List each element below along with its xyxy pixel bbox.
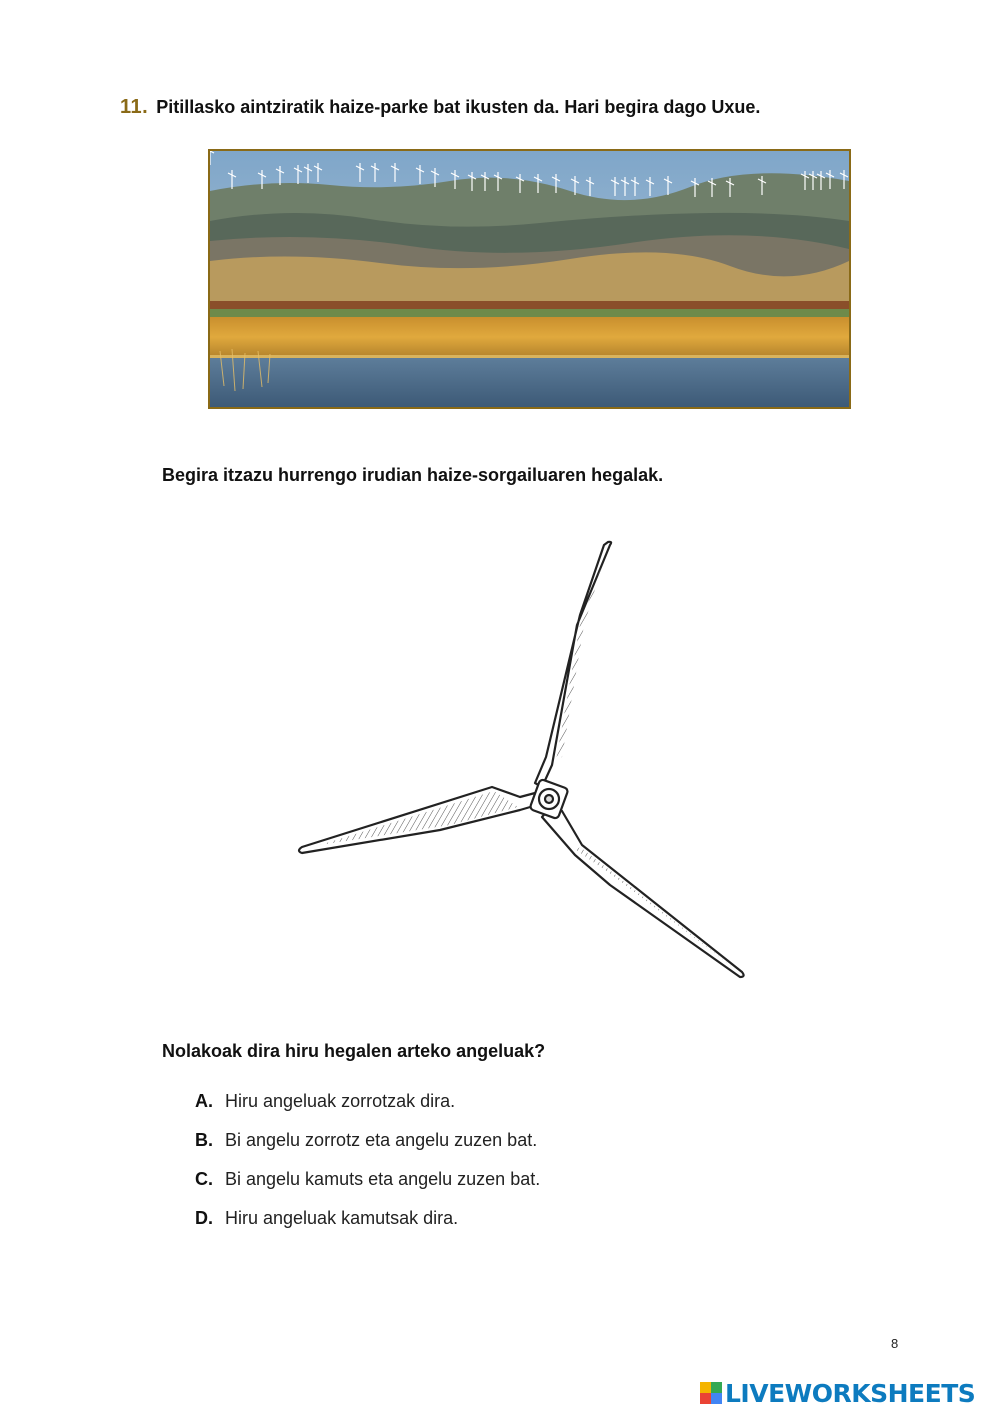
wind-farm-photo — [208, 149, 851, 409]
option-b[interactable] — [195, 1130, 895, 1169]
turbine-rotor-illustration — [280, 525, 770, 995]
option-text: Bi angelu zorrotz eta angelu zuzen bat. — [225, 1130, 538, 1150]
option-letter: D. — [195, 1208, 213, 1228]
page-number: 8 — [891, 1336, 899, 1351]
wind-farm-illustration — [210, 151, 849, 407]
option-c[interactable] — [195, 1169, 895, 1208]
question-text: Pitillasko aintziratik haize-parke bat ikusten da. Hari begira dago Uxue. — [156, 97, 761, 117]
turbine-blades-drawing — [280, 525, 770, 995]
blade-down-right — [542, 808, 744, 977]
option-text: Hiru angeluak kamutsak dira. — [225, 1208, 459, 1228]
liveworksheets-logo-icon — [700, 1382, 722, 1404]
option-a[interactable] — [195, 1091, 895, 1130]
option-text: Hiru angeluak zorrotzak dira. — [225, 1091, 456, 1111]
option-letter: A. — [195, 1091, 213, 1111]
brand-footer[interactable] — [700, 1378, 975, 1408]
question-number: 11. — [120, 96, 149, 118]
option-text: Bi angelu kamuts eta angelu zuzen bat. — [225, 1169, 541, 1189]
sub-question-text: Nolakoak dira hiru hegalen arteko angeluak? — [162, 1041, 546, 1061]
question-heading — [120, 96, 940, 126]
option-letter: B. — [195, 1130, 213, 1150]
option-d[interactable] — [195, 1208, 895, 1247]
instruction-text: Begira itzazu hurrengo irudian haize-sorgailuaren hegalak. — [162, 465, 664, 485]
brand-name: LIVEWORKSHEETS — [725, 1378, 976, 1408]
option-letter: C. — [195, 1169, 213, 1189]
answer-options — [195, 1091, 895, 1247]
